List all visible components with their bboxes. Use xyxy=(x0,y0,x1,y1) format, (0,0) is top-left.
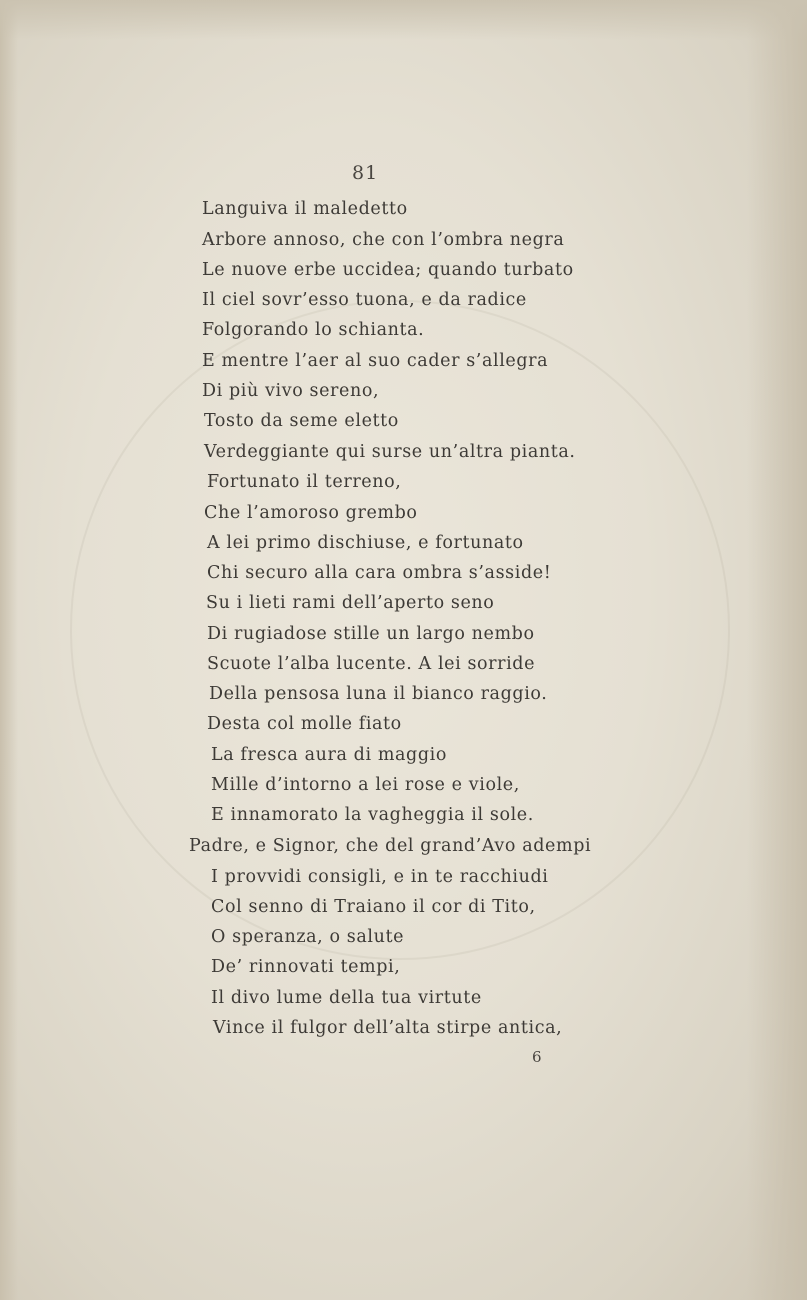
verse-line: Padre, e Signor, che del grand’Avo adempi xyxy=(189,836,592,856)
verse-line: Le nuove erbe uccidea; quando turbato xyxy=(202,260,574,280)
verse-line: Il ciel sovr’esso tuona, e da radice xyxy=(202,290,527,310)
verse-line: Verdeggiante qui surse un’altra pianta. xyxy=(204,442,576,462)
verse-line: Il divo lume della tua virtute xyxy=(211,988,482,1008)
verse-line: Fortunato il terreno, xyxy=(207,472,402,492)
verse-line: Arbore annoso, che con l’ombra negra xyxy=(202,230,565,250)
verse-line: Della pensosa luna il bianco raggio. xyxy=(209,684,548,704)
verse-line: A lei primo dischiuse, e fortunato xyxy=(207,533,524,553)
verse-line: Desta col molle fiato xyxy=(207,714,402,734)
signature-mark: 6 xyxy=(532,1048,542,1066)
page-edge-shadow-top xyxy=(0,0,807,40)
verse-line: Tosto da seme eletto xyxy=(204,411,399,431)
verse-line: Col senno di Traiano il cor di Tito, xyxy=(211,897,536,917)
verse-line: Languiva il maledetto xyxy=(202,199,408,219)
verse-line: De’ rinnovati tempi, xyxy=(211,957,401,977)
verse-line: La fresca aura di maggio xyxy=(211,745,447,765)
verse-line: Scuote l’alba lucente. A lei sorride xyxy=(207,654,536,674)
verse-line: E innamorato la vagheggia il sole. xyxy=(211,805,534,825)
verse-line: Di più vivo sereno, xyxy=(202,381,380,401)
verse-line: I provvidi consigli, e in te racchiudi xyxy=(211,867,549,887)
verse-line: Che l’amoroso grembo xyxy=(204,503,418,523)
verse-line: Folgorando lo schianta. xyxy=(202,320,425,340)
verse-line: E mentre l’aer al suo cader s’allegra xyxy=(202,351,549,371)
page-number: 81 xyxy=(352,162,379,184)
verse-line: Di rugiadose stille un largo nembo xyxy=(207,624,535,644)
verse-line: Vince il fulgor dell’alta stirpe antica, xyxy=(213,1018,563,1038)
verse-line: O speranza, o salute xyxy=(211,927,405,947)
page-edge-shadow-left xyxy=(0,0,18,1300)
verse-line: Su i lieti rami dell’aperto seno xyxy=(206,593,495,613)
verse-line: Chi securo alla cara ombra s’asside! xyxy=(207,563,552,583)
verse-line: Mille d’intorno a lei rose e viole, xyxy=(211,775,520,795)
page-edge-shadow-right xyxy=(747,0,807,1300)
